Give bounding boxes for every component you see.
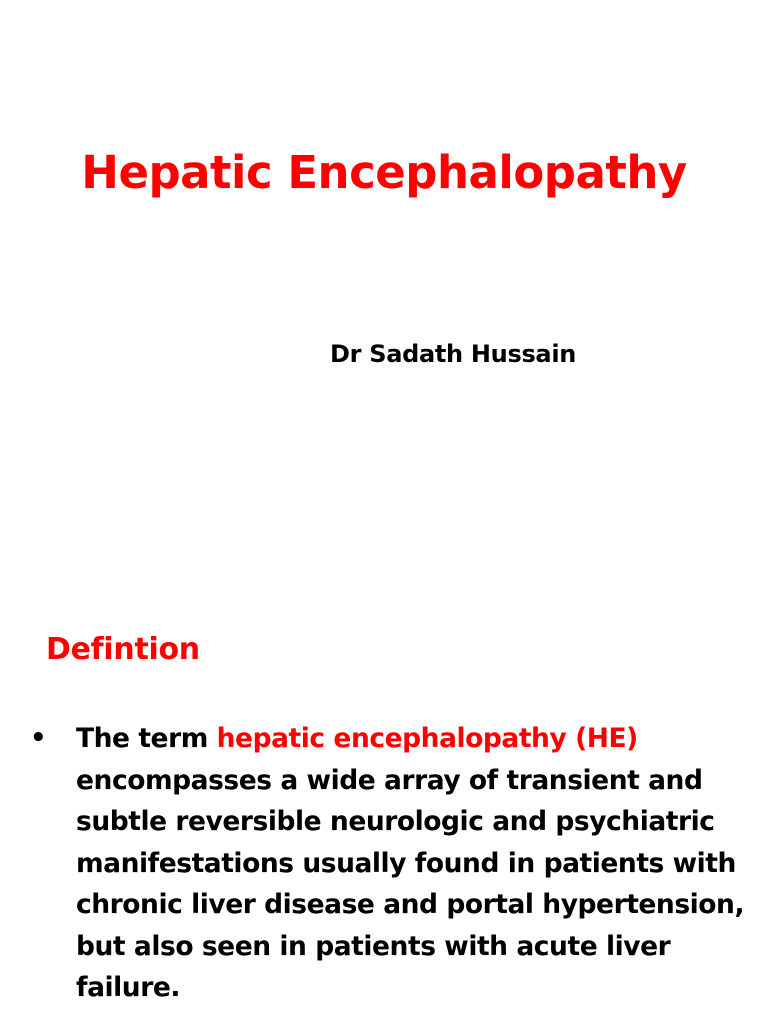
- section-heading-definition: Defintion: [46, 632, 200, 667]
- bullet-marker: •: [30, 723, 47, 753]
- slide-title: Hepatic Encephalopathy: [81, 146, 687, 199]
- bullet-highlight-term: hepatic encephalopathy (HE): [216, 723, 638, 754]
- author-name: Dr Sadath Hussain: [330, 340, 577, 368]
- bullet-body-text: encompasses a wide array of transient and subtle reversible neurologic and psychiatric manifestations usually found in patients with chronic liver disease and portal hypertension, but also seen in patients with acute liver failure.: [76, 764, 745, 1003]
- bullet-list: [30, 718, 760, 1009]
- bullet-item-definition: [30, 718, 760, 1009]
- bullet-lead-text: The term: [76, 723, 217, 754]
